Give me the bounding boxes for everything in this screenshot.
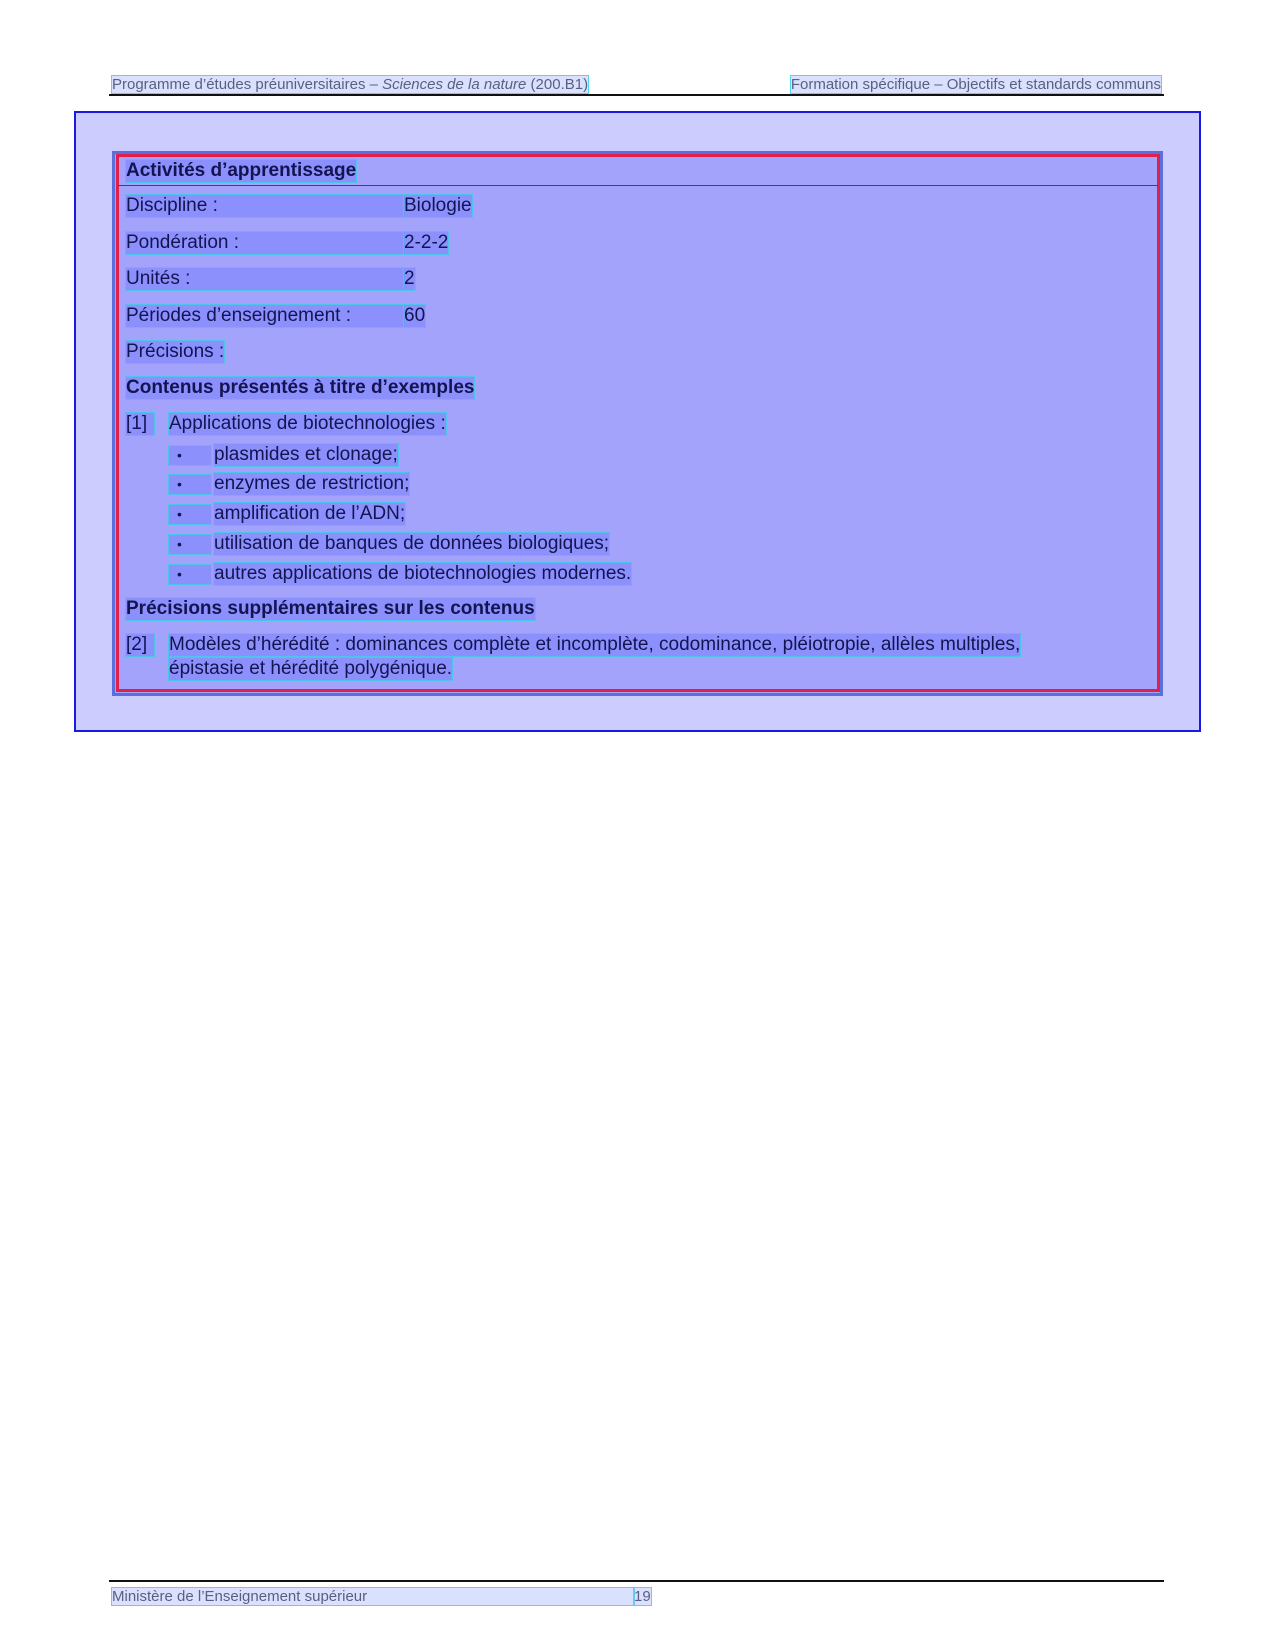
field-discipline-value: Biologie	[404, 195, 472, 216]
bullet-item: amplification de l’ADN;	[214, 503, 406, 524]
field-unites-value: 2	[404, 268, 415, 289]
contents-heading: Contenus présentés à titre d’exemples	[126, 377, 475, 398]
field-unites: Unités : 2	[126, 268, 415, 289]
bullet-icon: •	[169, 505, 211, 524]
field-ponderation-value: 2-2-2	[404, 232, 449, 253]
table-title-divider	[118, 185, 1158, 186]
header-section-title: Formation spécifique – Objectifs et standards communs	[790, 76, 1161, 93]
item1-marker: [1]	[126, 413, 154, 435]
footer-ministry: Ministère de l’Enseignement supérieur	[112, 1588, 634, 1605]
bullet-icon: •	[169, 535, 211, 554]
item2-line2: épistasie et hérédité polygénique.	[169, 658, 453, 679]
page-number: 19	[634, 1588, 651, 1605]
table-title: Activités d’apprentissage	[126, 160, 357, 181]
page-header	[109, 76, 1164, 96]
precisions-label: Précisions :	[126, 341, 225, 362]
bullet-item: utilisation de banques de données biologiques;	[214, 533, 610, 554]
field-periodes-value: 60	[404, 305, 426, 326]
item1-text: Applications de biotechnologies :	[169, 413, 446, 434]
bullet-icon: •	[169, 565, 211, 584]
bullet-icon: •	[169, 475, 211, 494]
field-periodes: Périodes d’enseignement : 60	[126, 305, 426, 326]
bullet-item: autres applications de biotechnologies modernes.	[214, 563, 632, 584]
supplementary-heading: Précisions supplémentaires sur les contenus	[126, 598, 535, 619]
header-program-title: Programme d’études préuniversitaires – Sciences de la nature (200.B1)	[112, 76, 589, 93]
footer-rule	[109, 1580, 1164, 1582]
bullet-item: plasmides et clonage;	[214, 444, 398, 465]
item2-marker: [2]	[126, 634, 154, 656]
field-ponderation: Pondération : 2-2-2	[126, 232, 449, 253]
item2-line1: Modèles d’hérédité : dominances complète et incomplète, codominance, pléiotropie, allèles multiples,	[169, 634, 1021, 655]
field-discipline: Discipline : Biologie	[126, 195, 472, 216]
bullet-item: enzymes de restriction;	[214, 473, 410, 494]
bullet-icon: •	[169, 446, 211, 465]
